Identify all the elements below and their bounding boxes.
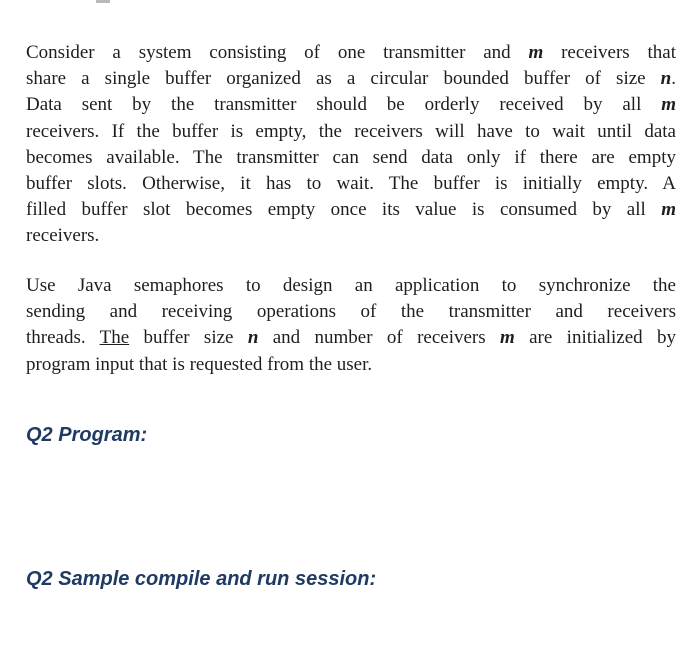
text-line: sending and receiving operations of the transmitter and receivers xyxy=(26,301,676,323)
text-line: buffer slots. Otherwise, it has to wait. The buffer is initially empty. A xyxy=(26,172,676,194)
text-line: Data sent by the transmitter should be orderly received by all m xyxy=(26,94,676,116)
text-line: filled buffer slot becomes empty once its value is consumed by all m xyxy=(26,199,676,221)
program-heading: Q2 Program: xyxy=(26,424,148,446)
text-line: receivers. If the buffer is empty, the receivers will have to wait until data xyxy=(26,120,676,142)
problem-paragraph-1 xyxy=(26,40,676,250)
variable-m: m xyxy=(528,42,544,63)
text-line: receivers. xyxy=(26,225,100,247)
text-line: share a single buffer organized as a circular bounded buffer of size n. xyxy=(26,68,676,90)
text-line: program input that is requested from the user. xyxy=(26,353,373,375)
problem-paragraph-2 xyxy=(26,273,676,378)
variable-m: m xyxy=(500,327,515,349)
text-line: Consider a system consisting of one transmitter and m receivers that xyxy=(26,42,676,63)
variable-n: n xyxy=(660,68,672,90)
session-heading: Q2 Sample compile and run session: xyxy=(26,568,377,590)
underlined-word: The xyxy=(99,327,130,349)
text-line: becomes available. The transmitter can send data only if there are empty xyxy=(26,146,676,168)
variable-m: m xyxy=(661,199,676,221)
cropped-text-fragment xyxy=(96,0,110,3)
text-line: Use Java semaphores to design an application to synchronize the xyxy=(26,275,676,296)
text-line: threads. The buffer size n and number of receivers m are initialized by xyxy=(26,327,676,349)
variable-m: m xyxy=(661,94,676,116)
variable-n: n xyxy=(247,327,259,349)
